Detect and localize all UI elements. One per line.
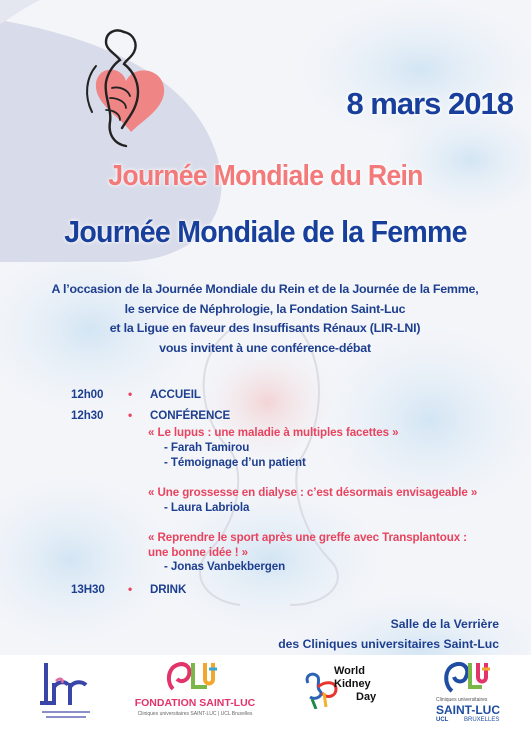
invitation-line: vous invitent à une conférence-débat [159,340,371,355]
speaker: - Farah Tamirou [164,441,250,454]
lir-logo [36,663,96,728]
time-conference: 12h30 [71,409,104,422]
talk-title: « Reprendre le sport après une greffe avec Transplantoux : [148,531,467,544]
invitation-text [30,280,500,358]
venue [278,614,499,654]
bullet: • [128,408,133,422]
fondation-saint-luc-symbol [165,661,225,693]
bullet: • [128,387,133,401]
time-accueil: 12h00 [71,388,104,401]
sponsor-logos [0,655,531,755]
title-kidney-day: Journée Mondiale du Rein [108,160,423,192]
bruxelles-label: BRUXELLES [464,717,500,723]
bullet: • [128,582,133,596]
label-conference: CONFÉRENCE [150,409,231,422]
venue-line: Salle de la Verrière [390,617,499,631]
talk-title: « Le lupus : une maladie à multiples facettes » [148,426,399,439]
fondation-saint-luc-name: FONDATION SAINT-LUC [134,697,256,709]
wkd-line2: Kidney [334,678,371,690]
wkd-line1: World [334,665,365,677]
saint-luc-name: SAINT-LUC [436,703,500,717]
wkd-line3: Day [356,691,377,703]
cliniques-saint-luc-symbol [442,661,492,697]
invitation-line: A l’occasion de la Journée Mondiale du Rein et de la Journée de la Femme, [51,282,479,296]
event-date: 8 mars 2018 [346,86,513,121]
venue-line: des Cliniques universitaires Saint-Luc [278,637,499,651]
label-drink: DRINK [150,583,187,596]
label-accueil: ACCUEIL [150,388,201,401]
invitation-line: le service de Néphrologie, la Fondation Saint-Luc [124,301,406,316]
speaker: - Laura Labriola [164,501,250,514]
title-women-day: Journée Mondiale de la Femme [64,214,467,249]
ucl-label: UCL [436,717,449,723]
speaker: - Témoignage d’un patient [164,456,306,469]
time-drink: 13H30 [71,583,105,596]
cliniques-label: Cliniques universitaires [436,697,488,703]
invitation-line: et la Ligue en faveur des Insuffisants Rénaux (LIR-LNI) [109,321,421,335]
talk-title: « Une grossesse en dialyse : c’est désormais envisageable » [148,486,478,499]
talk-title-continued: une bonne idée ! » [148,546,248,559]
fondation-saint-luc-subtitle: Cliniques universitaires SAINT-LUC | UCL Bruxelles [137,711,253,717]
speaker: - Jonas Vanbekbergen [164,560,286,573]
